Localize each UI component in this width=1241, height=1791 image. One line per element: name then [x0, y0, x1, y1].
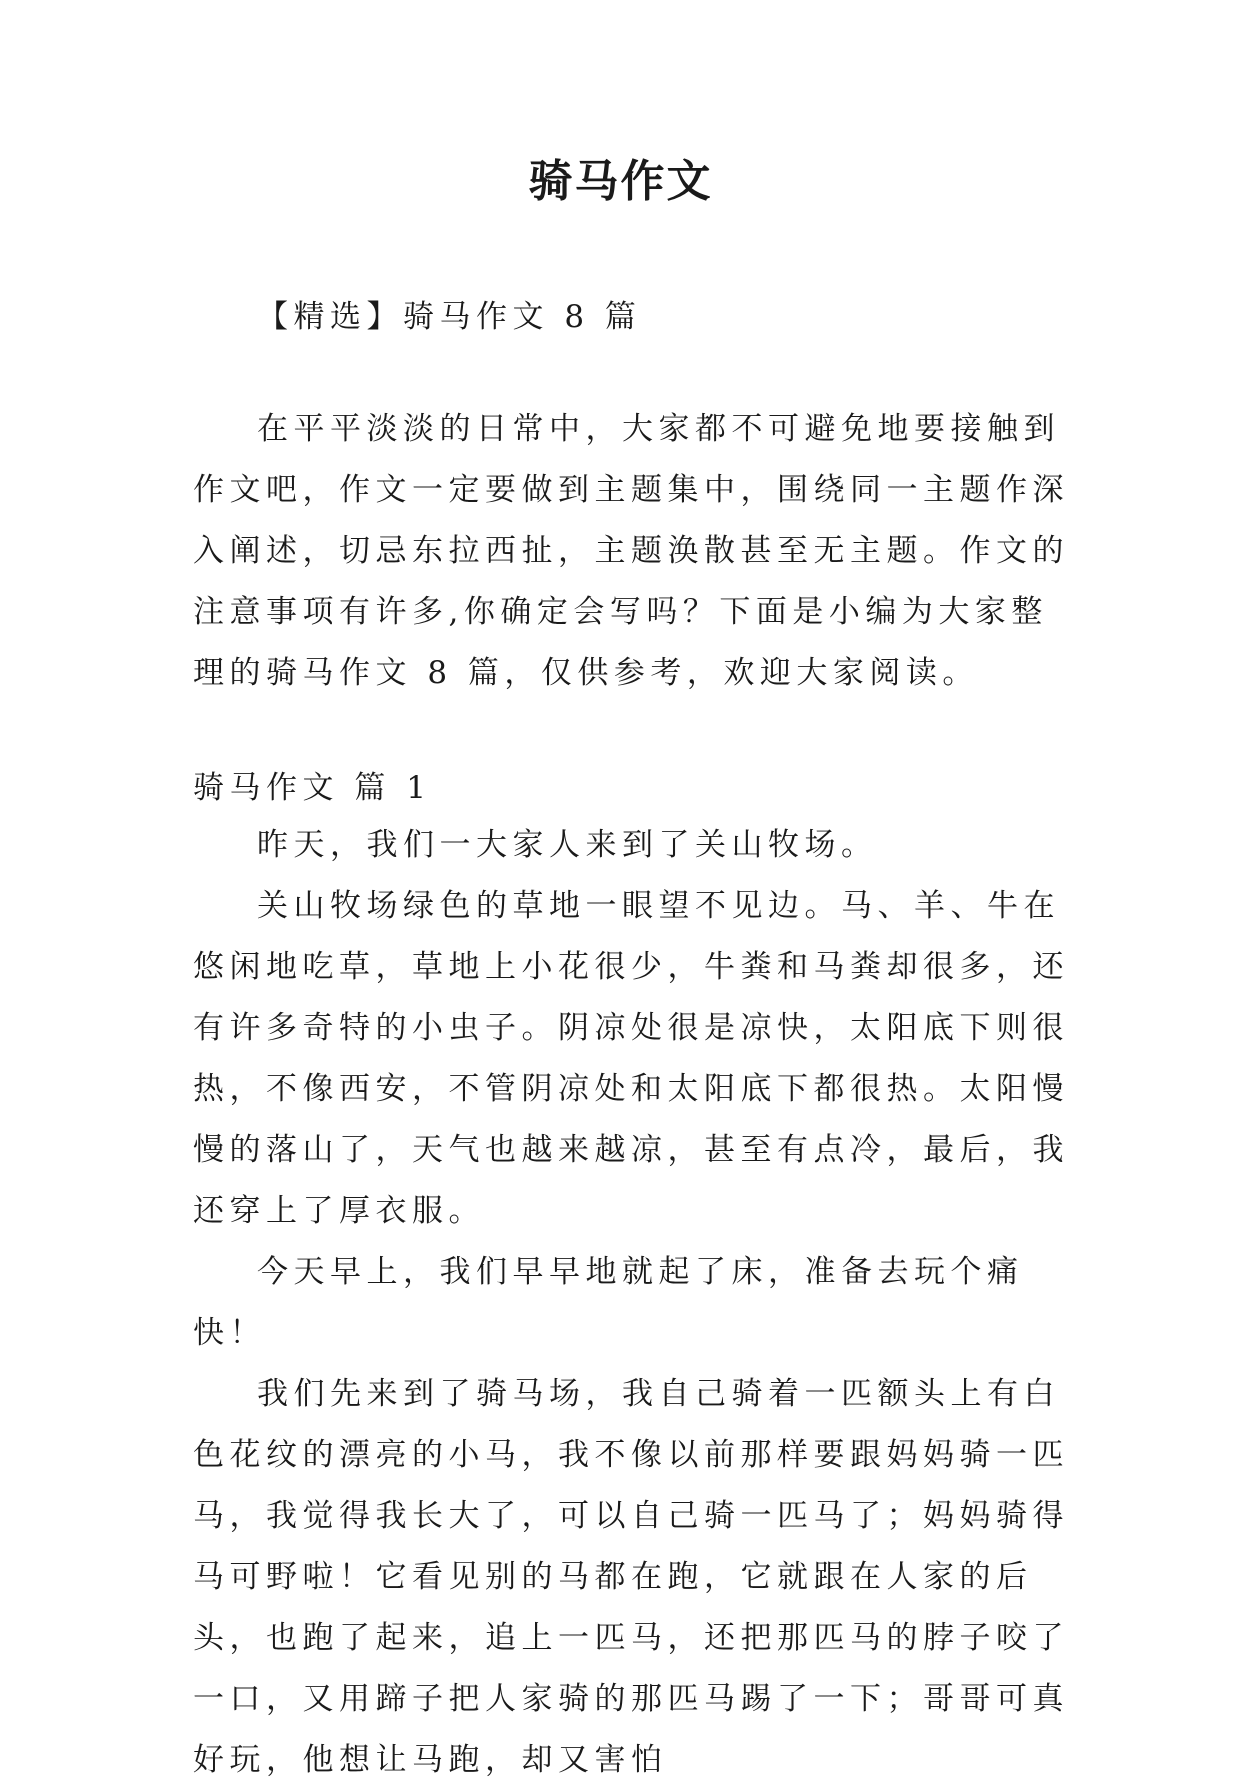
document-title: 骑马作文 [528, 156, 713, 207]
document-subtitle: 【精选】骑马作文 8 篇 [257, 299, 642, 335]
essay-paragraph: 昨天，我们一大家人来到了关山牧场。 [257, 827, 878, 863]
essay-paragraph: 关山牧场绿色的草地一眼望不见边。马、羊、牛在悠闲地吃草，草地上小花很少，牛粪和马粪却很多，还有许多奇特的小虫子。阴凉处很是凉快，太阳底下则很热，不像西安，不管阴凉处和太阳底下都很热。太阳慢慢的落山了，天气也越来越凉，甚至有点冷，最后，我还穿上了厚衣服。 [193, 888, 1069, 1229]
essay-body [193, 815, 1073, 1791]
section-heading: 骑马作文 篇 1 [193, 770, 432, 806]
intro-paragraph: 在平平淡淡的日常中，大家都不可避免地要接触到作文吧，作文一定要做到主题集中，围绕同一主题作深入阐述，切忌东拉西扯，主题涣散甚至无主题。作文的注意事项有许多,你确定会写吗？下面是小编为大家整理的骑马作文 8 篇，仅供参考，欢迎大家阅读。 [193, 411, 1069, 691]
essay-paragraph: 我们先来到了骑马场，我自己骑着一匹额头上有白色花纹的漂亮的小马，我不像以前那样要跟妈妈骑一匹马，我觉得我长大了，可以自己骑一匹马了；妈妈骑得马可野啦！它看见别的马都在跑，它就跟在人家的后头，也跑了起来，追上一匹马，还把那匹马的脖子咬了一口，又用蹄子把人家骑的那匹马踢了一下；哥哥可真好玩，他想让马跑，却又害怕 [193, 1376, 1069, 1778]
essay-paragraph: 今天早上，我们早早地就起了床，准备去玩个痛快！ [193, 1254, 1024, 1351]
